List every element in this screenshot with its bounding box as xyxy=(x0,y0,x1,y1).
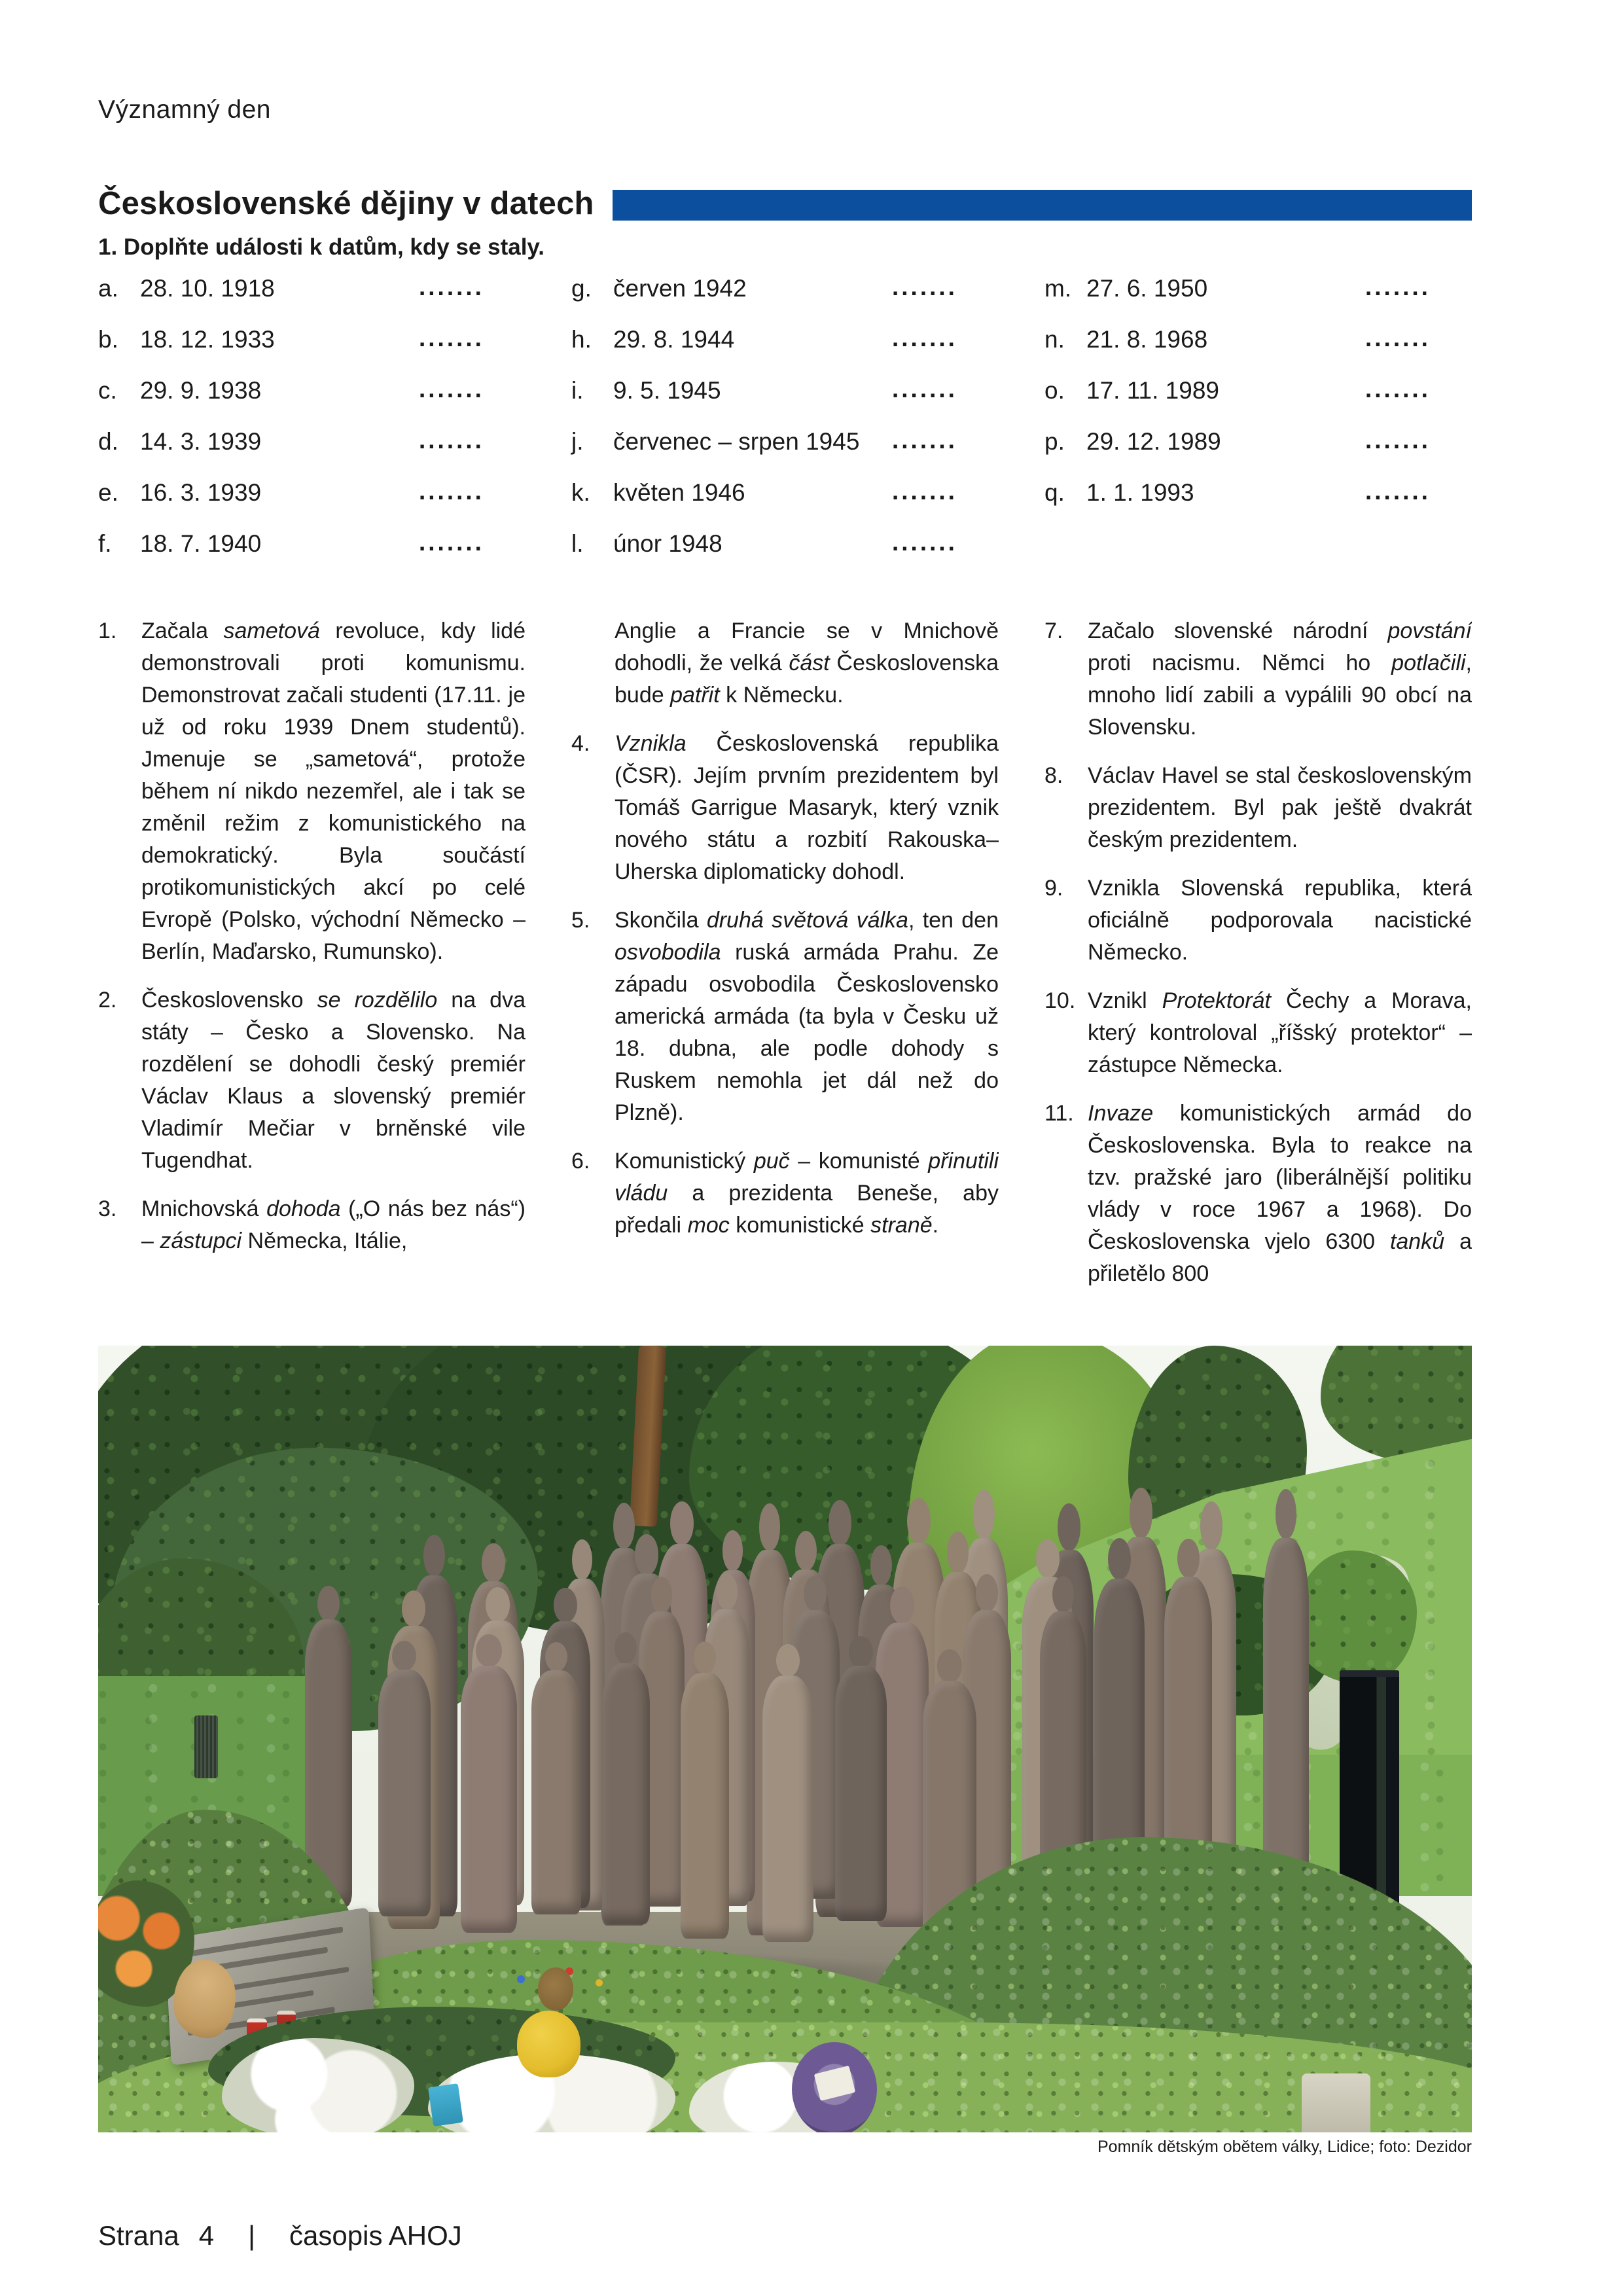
event-text: Komunistický puč – komunisté přinutili vládu a prezidenta Beneše, aby předali moc komunistické straně. xyxy=(615,1149,999,1238)
event-number: 8. xyxy=(1044,763,1063,788)
date-row xyxy=(571,275,999,326)
yellow-plush-toy xyxy=(517,2011,580,2077)
event-number: 4. xyxy=(571,731,590,756)
date-value: únor 1948 xyxy=(613,530,722,557)
answer-dots: ....... xyxy=(1365,325,1431,351)
answer-dots: ....... xyxy=(1365,376,1431,403)
event-item xyxy=(571,728,999,888)
event-text: Invaze komunistických armád do Československa. Byla to reakce na tzv. pražské jaro (liberálnější politiku vlády v roce 1967 a 1968). Do Československa vjelo 6300 tanků a přiletělo 800 xyxy=(1088,1101,1472,1286)
statue-head xyxy=(1052,1576,1074,1613)
event-text: Vznikl Protektorát Čechy a Morava, který kontroloval „říšský protektor“ – zástupce Německa. xyxy=(1088,988,1472,1077)
section-title: Československé dějiny v datech xyxy=(98,186,594,221)
statue-head xyxy=(482,1543,505,1583)
event-text: Anglie a Francie se v Mnichově dohodli, že velká část Československa bude patřit k Německu. xyxy=(615,619,999,708)
memorial-photo xyxy=(98,1346,1472,2132)
date-letter: n. xyxy=(1044,326,1065,353)
event-item xyxy=(1044,760,1472,856)
statue-head xyxy=(804,1576,827,1611)
statue-head xyxy=(795,1531,817,1571)
date-row xyxy=(1044,326,1472,377)
statue-body xyxy=(378,1670,431,1916)
date-value: 14. 3. 1939 xyxy=(140,428,262,455)
date-column xyxy=(1044,275,1472,581)
date-row xyxy=(571,326,999,377)
park-bin xyxy=(194,1715,218,1778)
date-value: květen 1946 xyxy=(613,479,745,506)
date-letter: e. xyxy=(98,479,118,506)
statue-head xyxy=(486,1587,510,1622)
page-footer xyxy=(98,2220,462,2251)
date-value: 21. 8. 1968 xyxy=(1086,326,1208,353)
statue-head xyxy=(572,1539,592,1580)
statue-figure xyxy=(602,1632,651,1924)
event-item xyxy=(571,1145,999,1242)
event-text: Československo se rozdělilo na dva státy – Česko a Slovensko. Na rozdělení se dohodli český premiér Václav Klaus a slovenský premiér Vladimír Mečiar v brněnské vile Tugendhat. xyxy=(141,988,526,1173)
date-letter: d. xyxy=(98,428,118,455)
date-value: 18. 12. 1933 xyxy=(140,326,275,353)
statue-head xyxy=(1130,1488,1152,1538)
answer-dots: ....... xyxy=(419,274,484,300)
statue-head xyxy=(1108,1538,1132,1580)
statue-head xyxy=(849,1636,872,1668)
date-value: 18. 7. 1940 xyxy=(140,530,262,557)
statue-body xyxy=(762,1676,813,1942)
statue-head xyxy=(937,1649,962,1682)
statue-body xyxy=(681,1673,729,1939)
answer-dots: ....... xyxy=(419,478,484,505)
event-item xyxy=(571,615,999,711)
statue-head xyxy=(890,1587,914,1624)
statue-figure xyxy=(681,1641,729,1939)
date-row xyxy=(571,377,999,428)
statue-head xyxy=(670,1501,694,1546)
date-letter: q. xyxy=(1044,479,1065,506)
statue-body xyxy=(461,1666,517,1933)
statue-body xyxy=(835,1666,887,1920)
answer-dots: ....... xyxy=(419,427,484,454)
event-number: 7. xyxy=(1044,619,1063,643)
event-text: Václav Havel se stal československým prezidentem. Byl pak ještě dvakrát českým prezidentem. xyxy=(1088,763,1472,852)
event-item xyxy=(1044,615,1472,744)
date-value: 9. 5. 1945 xyxy=(613,377,721,404)
date-row xyxy=(571,479,999,530)
statue-head xyxy=(947,1532,969,1573)
dates-list xyxy=(98,275,1472,581)
statue-figure xyxy=(378,1641,431,1916)
date-letter: m. xyxy=(1044,275,1072,302)
date-letter: l. xyxy=(571,530,584,557)
statue-head xyxy=(976,1574,998,1612)
date-value: červen 1942 xyxy=(613,275,747,302)
section-title-row xyxy=(98,185,1472,222)
event-number xyxy=(571,615,615,711)
date-letter: h. xyxy=(571,326,592,353)
statue-figure xyxy=(531,1642,580,1914)
date-value: červenec – srpen 1945 xyxy=(613,428,860,455)
answer-dots: ....... xyxy=(1365,478,1431,505)
brown-pompom xyxy=(538,1967,574,2011)
answer-dots: ....... xyxy=(892,325,957,351)
blue-card xyxy=(428,2083,463,2126)
date-value: 17. 11. 1989 xyxy=(1086,377,1219,404)
page-header-label: Významný den xyxy=(98,96,271,124)
date-row xyxy=(98,530,526,581)
statue-head xyxy=(476,1634,502,1667)
statue-body xyxy=(602,1663,651,1924)
date-letter: k. xyxy=(571,479,590,506)
date-value: 27. 6. 1950 xyxy=(1086,275,1208,302)
date-row xyxy=(1044,275,1472,326)
event-text: Skončila druhá světová válka, ten den osvobodila ruská armáda Prahu. Ze západu osvobodila Československo americká armáda (ta byla v Česku už 18. dubna, ale podle dohody s Ruskem nemohla jet dál než do Plzně). xyxy=(615,908,999,1125)
date-letter: p. xyxy=(1044,428,1065,455)
date-row xyxy=(98,326,526,377)
date-letter: o. xyxy=(1044,377,1065,404)
date-letter: b. xyxy=(98,326,118,353)
event-column xyxy=(98,615,526,1343)
date-row xyxy=(571,530,999,581)
event-number: 3. xyxy=(98,1196,117,1221)
event-text: Vznikla Československá republika (ČSR). Jejím prvním prezidentem byl Tomáš Garrigue Masaryk, který vznik nového státu a rozbití Rakouska–Uherska diplomaticky dohodl. xyxy=(615,731,999,884)
event-column xyxy=(1044,615,1472,1343)
statue-head xyxy=(423,1535,445,1577)
statue-figure xyxy=(305,1586,353,1907)
statue-head xyxy=(554,1588,577,1623)
date-column xyxy=(571,275,999,581)
exercise-heading: 1. Doplňte události k datům, kdy se staly. xyxy=(98,234,545,260)
statue-head xyxy=(717,1573,738,1610)
photo-caption: Pomník dětským obětem války, Lidice; foto: Dezidor xyxy=(1097,2138,1472,2156)
statue-head xyxy=(392,1641,416,1671)
answer-dots: ....... xyxy=(892,529,957,556)
title-accent-bar xyxy=(613,190,1472,221)
date-letter: f. xyxy=(98,530,112,557)
event-text: Mnichovská dohoda („O nás bez nás“) – zástupci Německa, Itálie, xyxy=(141,1196,526,1253)
event-item xyxy=(98,1193,526,1257)
event-text: Začalo slovenské národní povstání proti nacismu. Němci ho potlačili, mnoho lidí zabili a vypálili 90 obcí na Slovensku. xyxy=(1088,619,1472,740)
events-list xyxy=(98,615,1472,1343)
event-item xyxy=(1044,1098,1472,1290)
answer-dots: ....... xyxy=(892,376,957,403)
date-row xyxy=(98,428,526,479)
statue-head xyxy=(635,1534,658,1575)
statue-head xyxy=(722,1530,743,1571)
answer-dots: ....... xyxy=(1365,427,1431,454)
event-item xyxy=(98,984,526,1177)
small-gravestone xyxy=(1302,2073,1370,2132)
statue-head xyxy=(907,1498,931,1545)
event-number: 1. xyxy=(98,619,117,643)
statue-head xyxy=(615,1632,637,1664)
event-number: 10. xyxy=(1044,988,1076,1013)
date-row xyxy=(98,377,526,428)
event-number: 2. xyxy=(98,988,117,1013)
answer-dots: ....... xyxy=(892,427,957,454)
event-number: 11. xyxy=(1044,1101,1074,1126)
date-row xyxy=(1044,377,1472,428)
statue-head xyxy=(829,1500,851,1546)
statue-figure xyxy=(461,1634,517,1933)
date-letter: a. xyxy=(98,275,118,302)
statue-head xyxy=(776,1644,800,1677)
statue-figure xyxy=(762,1644,813,1942)
small-tree xyxy=(1293,1551,1417,1684)
answer-dots: ....... xyxy=(892,274,957,300)
date-letter: c. xyxy=(98,377,117,404)
footer-magazine-name: časopis AHOJ xyxy=(289,2220,462,2251)
answer-dots: ....... xyxy=(419,325,484,351)
event-item xyxy=(1044,872,1472,969)
statue-head xyxy=(317,1586,339,1621)
footer-separator: | xyxy=(248,2220,256,2251)
statue-head xyxy=(694,1641,716,1674)
statue-figure xyxy=(835,1636,887,1921)
statue-head xyxy=(1177,1539,1200,1578)
date-row xyxy=(98,479,526,530)
footer-page-label: Strana xyxy=(98,2220,179,2251)
statue-head xyxy=(651,1577,672,1613)
event-item xyxy=(98,615,526,968)
statue-body xyxy=(531,1670,580,1914)
date-letter: g. xyxy=(571,275,592,302)
statue-head xyxy=(545,1642,568,1672)
date-value: 29. 9. 1938 xyxy=(140,377,262,404)
answer-dots: ....... xyxy=(892,478,957,505)
statue-head xyxy=(870,1545,892,1586)
date-row xyxy=(98,275,526,326)
date-value: 29. 8. 1944 xyxy=(613,326,735,353)
hedge-flower xyxy=(596,1979,603,1986)
event-column xyxy=(571,615,999,1343)
hedge-flower xyxy=(517,1975,525,1983)
date-value: 1. 1. 1993 xyxy=(1086,479,1194,506)
event-number: 5. xyxy=(571,908,590,933)
date-letter: j. xyxy=(571,428,584,455)
event-number: 9. xyxy=(1044,876,1063,901)
event-number: 6. xyxy=(571,1149,590,1174)
event-item xyxy=(571,905,999,1129)
answer-dots: ....... xyxy=(419,529,484,556)
statue-head xyxy=(1036,1539,1060,1579)
statue-head xyxy=(402,1590,426,1628)
answer-dots: ....... xyxy=(1365,274,1431,300)
date-row xyxy=(1044,428,1472,479)
footer-page-number: 4 xyxy=(198,2220,215,2251)
date-column xyxy=(98,275,526,581)
date-letter: i. xyxy=(571,377,584,404)
date-value: 28. 10. 1918 xyxy=(140,275,275,302)
answer-dots: ....... xyxy=(419,376,484,403)
date-row xyxy=(1044,479,1472,530)
event-text: Začala sametová revoluce, kdy lidé demonstrovali proti komunismu. Demonstrovat začali studenti (17.11. je už od roku 1939 Dnem studentů). Jmenuje se „sametová“, protože během ní nikdo nezemřel, ale i tak se změnil režim z komunistického na demokratický. Byla součástí protikomunistických akcí po celé Evropě (Polsko, východní Německo – Berlín, Maďarsko, Rumunsko). xyxy=(141,619,526,964)
event-text: Vznikla Slovenská republika, která oficiálně podporovala nacistické Německo. xyxy=(1088,876,1472,965)
statue-head xyxy=(1275,1489,1296,1539)
date-value: 29. 12. 1989 xyxy=(1086,428,1221,455)
date-value: 16. 3. 1939 xyxy=(140,479,262,506)
event-item xyxy=(1044,985,1472,1081)
straw-bear-toy xyxy=(173,1960,235,2038)
statue-head xyxy=(759,1503,780,1551)
date-row xyxy=(571,428,999,479)
